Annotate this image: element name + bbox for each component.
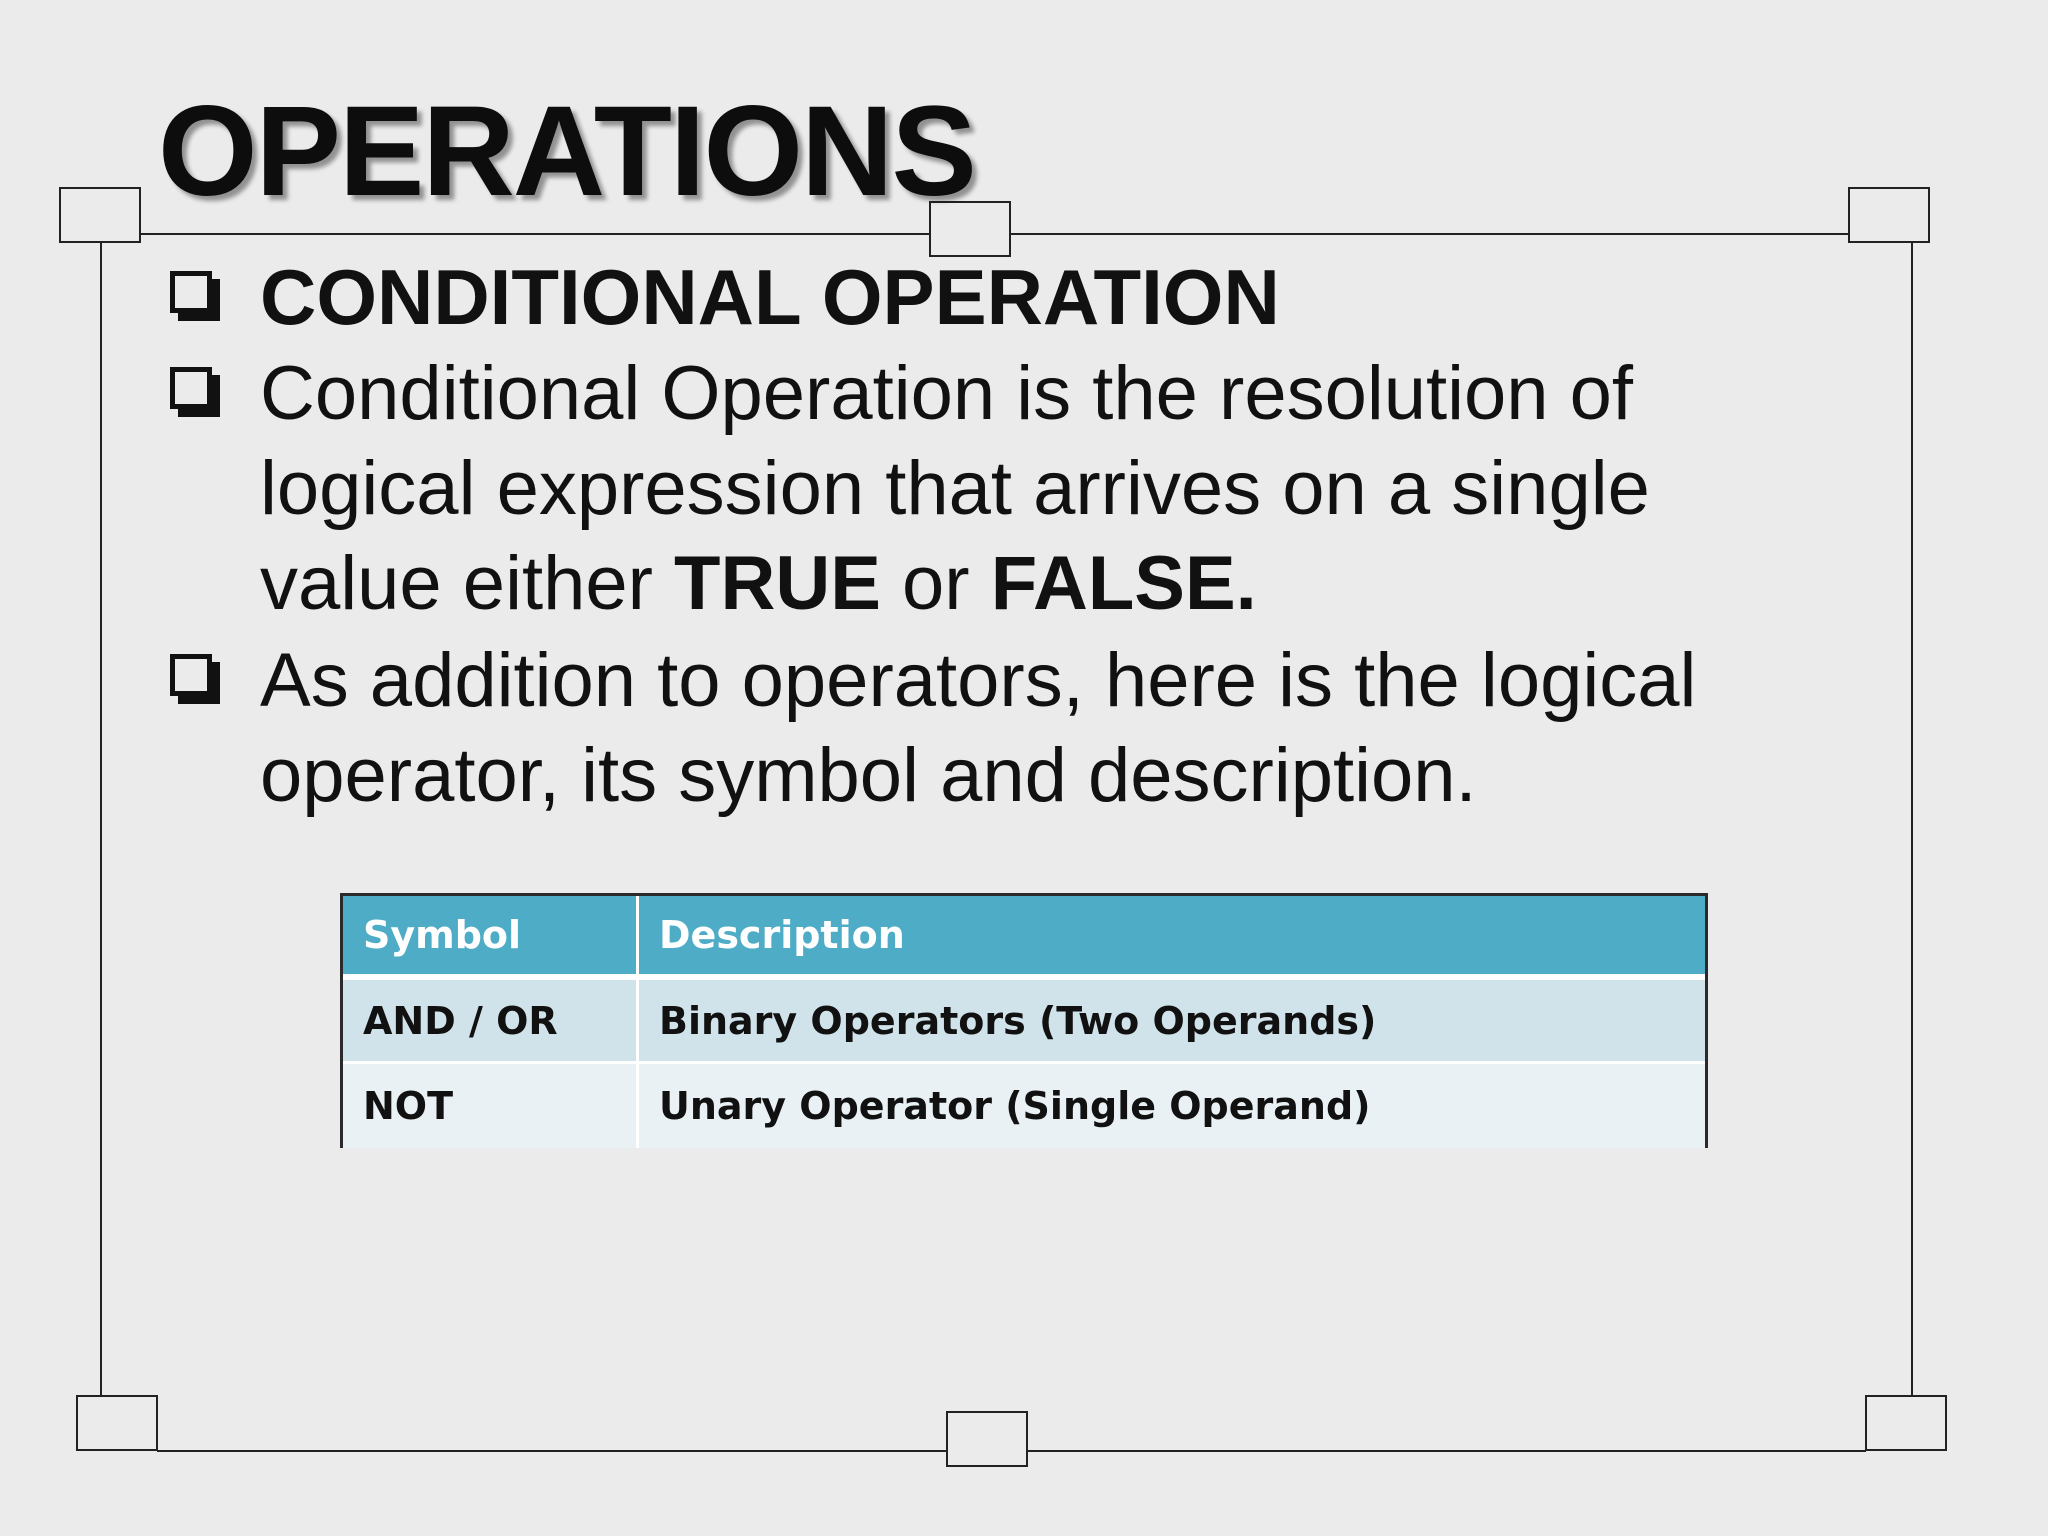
- resize-handle-bottom-right[interactable]: [1865, 1395, 1947, 1451]
- bullet-text: As addition to operators, here is the logical operator, its symbol and description.: [260, 638, 1697, 818]
- table-cell: NOT: [343, 1064, 639, 1148]
- table-header-row: [343, 896, 1705, 980]
- operator-table: [340, 893, 1708, 1148]
- bullet-item: [170, 346, 1810, 631]
- bullet-item: [170, 633, 1810, 823]
- bullet-item: [170, 250, 1810, 345]
- table-row: [343, 1064, 1705, 1148]
- resize-handle-bottom-left[interactable]: [76, 1395, 158, 1451]
- resize-handle-top-left[interactable]: [59, 187, 141, 243]
- bullet-heading: CONDITIONAL OPERATION: [260, 253, 1280, 341]
- square-checkbox-icon: [170, 654, 220, 704]
- table-cell: Unary Operator (Single Operand): [639, 1064, 1705, 1148]
- frame-right-line: [1911, 241, 1913, 1398]
- table-header-cell: Description: [639, 896, 1705, 980]
- square-checkbox-icon: [170, 271, 220, 321]
- slide-title: OPERATIONS: [158, 80, 975, 223]
- resize-handle-top-right[interactable]: [1848, 187, 1930, 243]
- table-row: [343, 980, 1705, 1064]
- frame-left-line: [100, 241, 102, 1398]
- square-checkbox-icon: [170, 367, 220, 417]
- resize-handle-bottom-middle[interactable]: [946, 1411, 1028, 1467]
- frame-top-line: [141, 233, 1930, 235]
- table-header-cell: Symbol: [343, 896, 639, 980]
- table-cell: AND / OR: [343, 980, 639, 1064]
- bullet-text: Conditional Operation is the resolution of logical expression that arrives on a single value either TRUE or FALSE.: [260, 351, 1650, 626]
- table-cell: Binary Operators (Two Operands): [639, 980, 1705, 1064]
